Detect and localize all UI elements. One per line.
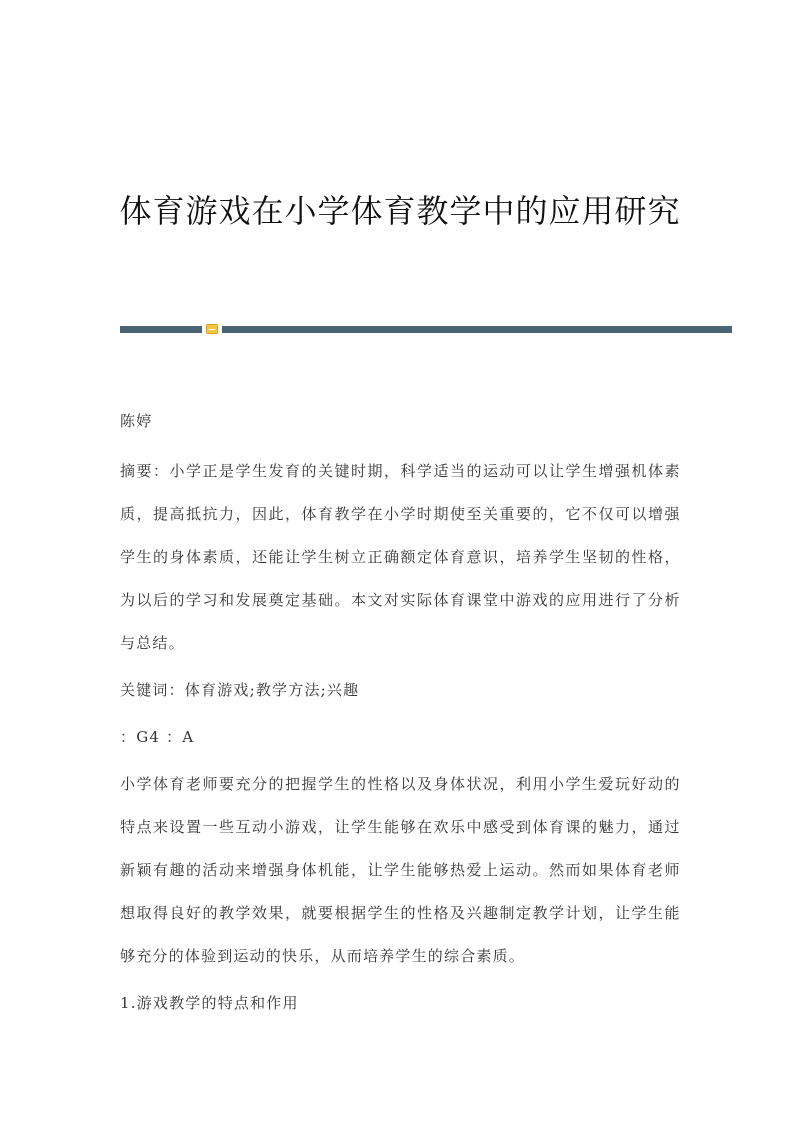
section-heading: 1.游戏教学的特点和作用 <box>120 994 299 1012</box>
intro-line: 够充分的体验到运动的快乐，从而培养学生的综合素质。 <box>120 947 526 965</box>
author-name: 陈婷 <box>120 412 153 430</box>
abstract-line: 为以后的学习和发展奠定基础。本文对实际体育课堂中游戏的应用进行了分析 <box>120 591 680 609</box>
title-divider <box>120 326 732 333</box>
abstract-line: 质，提高抵抗力，因此，体育教学在小学时期使至关重要的，它不仅可以增强 <box>120 505 680 523</box>
abstract-line: 摘要：小学正是学生发育的关键时期，科学适当的运动可以让学生增强机体素 <box>120 462 680 480</box>
intro-line: 小学体育老师要充分的把握学生的性格以及身体状况，利用小学生爱玩好动的 <box>120 775 680 793</box>
divider-right-segment <box>222 326 732 333</box>
abstract-line: 与总结。 <box>120 634 185 652</box>
ornament-icon <box>206 324 218 334</box>
intro-line: 新颖有趣的活动来增强身体机能，让学生能够热爱上运动。然而如果体育老师 <box>120 861 680 879</box>
intro-line: 想取得良好的教学效果，就要根据学生的性格及兴趣制定教学计划，让学生能 <box>120 904 680 922</box>
document-title: 体育游戏在小学体育教学中的应用研究 <box>119 192 681 230</box>
abstract-line: 学生的身体素质，还能让学生树立正确额定体育意识，培养学生坚韧的性格， <box>120 548 680 566</box>
classification-code: ：G4 ：A <box>120 728 195 746</box>
intro-line: 特点来设置一些互动小游戏，让学生能够在欢乐中感受到体育课的魅力，通过 <box>120 818 680 836</box>
keywords: 关键词：体育游戏;教学方法;兴趣 <box>120 681 360 699</box>
divider-left-segment <box>120 326 202 333</box>
